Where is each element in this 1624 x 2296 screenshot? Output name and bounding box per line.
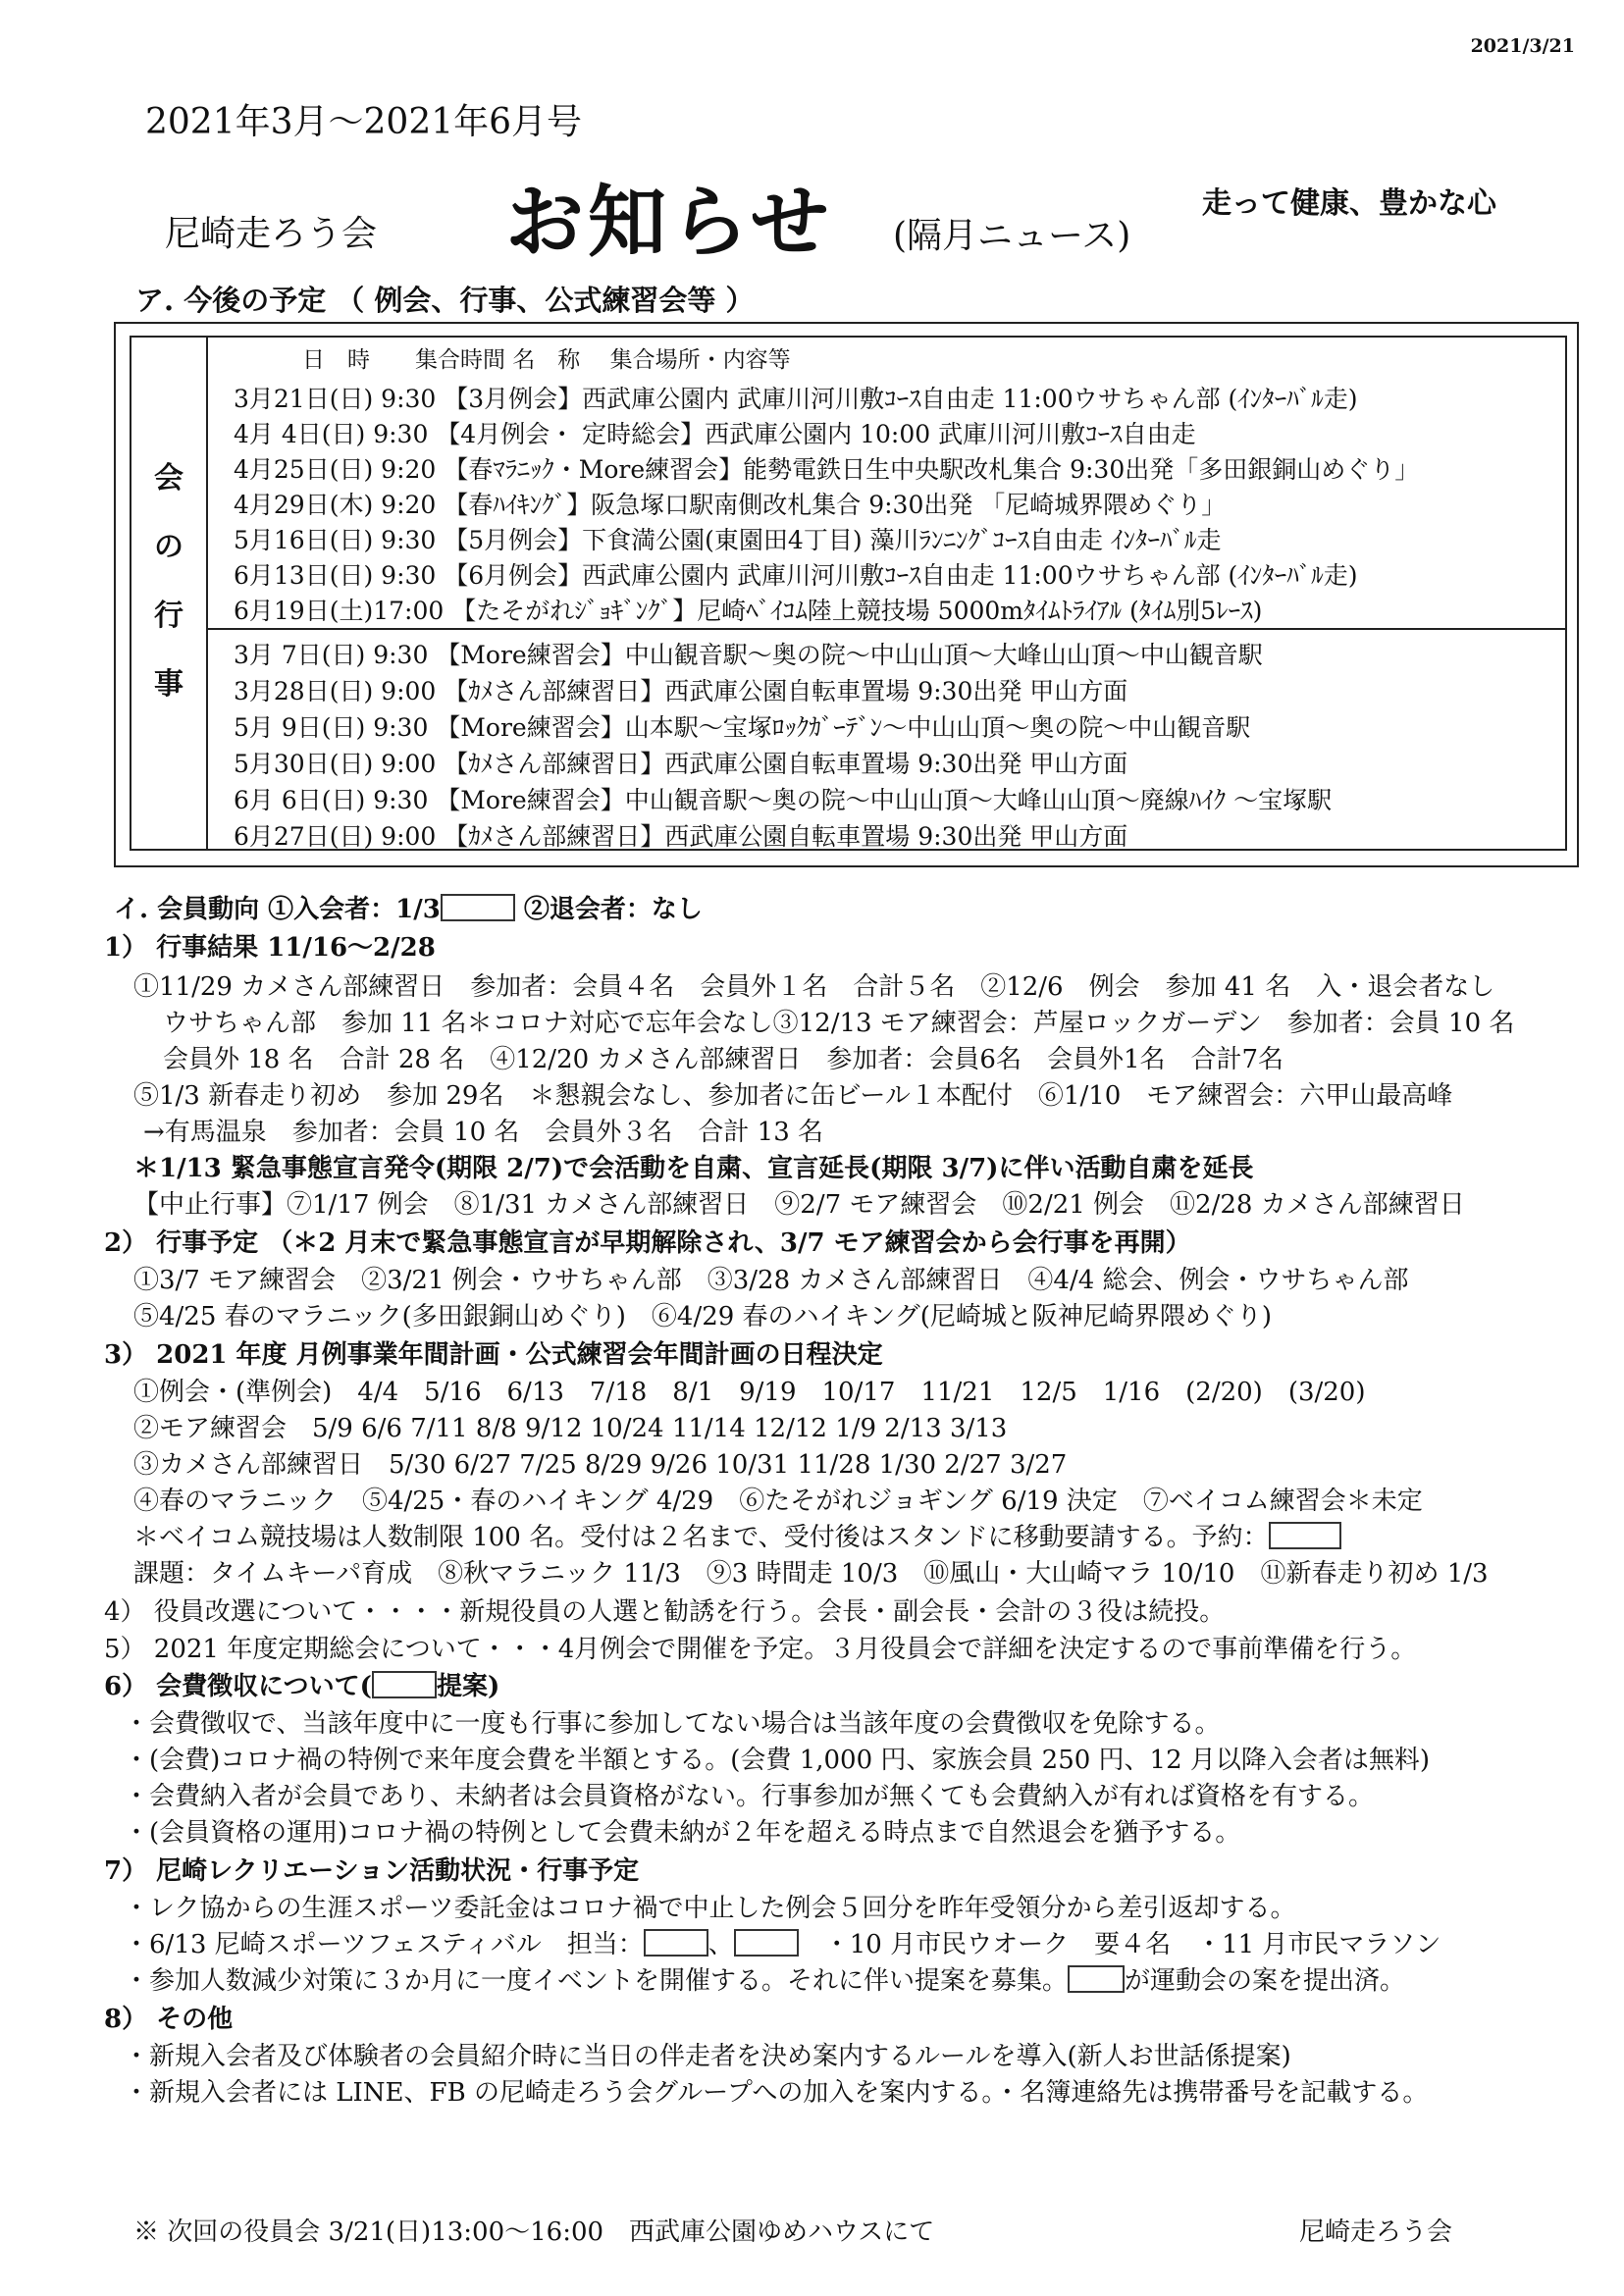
heading-fees: [104, 1666, 499, 1702]
club-name: 尼崎走ろう会: [165, 214, 378, 254]
motto: 走って健康、豊かな心: [1202, 186, 1496, 221]
heading-planned: 2） 行事予定 （＊2 月末で緊急事態宣言が早期解除され、3/7 モア練習会から会行事を再開）: [104, 1228, 1191, 1258]
result-line: ⑤1/3 新春走り初め 参加 29名 ＊懇親会なし、参加者に缶ビール１本配付 ⑥1/10 モア練習会：六甲山最高峰: [133, 1081, 1453, 1111]
event-row: 3月21日(日) 9:30 【3月例会】西武庫公園内 武庫川河川敷ｺｰｽ自由走 11:00ウサちゃん部 (ｲﾝﾀｰﾊﾞﾙ走): [234, 385, 1358, 413]
practice-row: 3月 7日(日) 9:30 【More練習会】中山観音駅～奥の院～中山山頂～大峰山山頂～中山観音駅: [234, 641, 1263, 669]
practice-row: 6月27日(日) 9:00 【ｶﾒさん部練習日】西武庫公園自転車置場 9:30出発 甲山方面: [234, 822, 1128, 851]
practice-row: 5月30日(日) 9:00 【ｶﾒさん部練習日】西武庫公園自転車置場 9:30出発 甲山方面: [234, 750, 1128, 778]
recreation-line-text: ・6/13 尼崎スポーツフェスティバル 担当：: [124, 1930, 644, 1959]
practice-row: 6月 6日(日) 9:30 【More練習会】中山観音駅～奥の院～中山山頂～大峰山山頂～廃線ﾊｲｸ ～宝塚駅: [234, 786, 1333, 814]
plan-line: ④春のマラニック ⑤4/25・春のハイキング 4/29 ⑥たそがれジョギング 6/19 決定 ⑦ベイコム練習会＊未定: [133, 1487, 1423, 1516]
schedule-header: 日 時 集合時間 名 称 集合場所・内容等: [302, 347, 791, 373]
redacted-box: [441, 894, 515, 921]
date-stamp: 2021/3/21: [1470, 35, 1575, 57]
plan-line: ①例会・(準例会) 4/4 5/16 6/13 7/18 8/1 9/19 10/17 11/21 12/5 1/16 (2/20) (3/20): [133, 1378, 1366, 1407]
event-row: 5月16日(日) 9:30 【5月例会】下食満公園(東園田4丁目) 藻川ﾗﾝﾆﾝｸﾞｺｰｽ自由走 ｲﾝﾀｰﾊﾞﾙ走: [234, 526, 1222, 554]
recreation-line: [124, 1924, 1441, 1960]
page-title: お知らせ: [505, 176, 833, 268]
fee-line: ・(会費)コロナ禍の特例で来年度会費を半額とする。(会費 1,000 円、家族会員 250 円、12 月以降入会者は無料): [124, 1746, 1431, 1775]
event-row: 4月29日(木) 9:20 【春ﾊｲｷﾝｸﾞ】阪急塚口駅南側改札集合 9:30出発 「尼崎城界隈めぐり」: [234, 491, 1227, 519]
event-row: 4月 4日(日) 9:30 【4月例会・ 定時総会】西武庫公園内 10:00 武庫川河川敷ｺｰｽ自由走: [234, 420, 1196, 448]
baycom-note: [133, 1517, 1341, 1553]
fee-line: ・会費納入者が会員であり、未納者は会員資格がない。行事参加が無くても会費納入が有れば資格を有する。: [124, 1782, 1375, 1811]
schedule-table: [114, 322, 1579, 867]
redacted-box: [644, 1929, 708, 1957]
members-joined: イ. 会員動向 ①入会者：1/3: [114, 895, 441, 924]
cancelled-events: 【中止行事】⑦1/17 例会 ⑧1/31 カメさん部練習日 ⑨2/7 モア練習会 ⑩2/21 例会 ⑪2/28 カメさん部練習日: [133, 1190, 1465, 1220]
result-line: →有馬温泉 参加者：会員 10 名 会員外３名 合計 13 名: [143, 1118, 824, 1147]
redacted-box: [1068, 1965, 1125, 1993]
emergency-notice: ＊1/13 緊急事態宣言発令(期限 2/7)で会活動を自粛、宣言延長(期限 3/7)に伴い活動自粛を延長: [133, 1154, 1254, 1183]
general-meeting-note: 5） 2021 年度定期総会について・・・4月例会で開催を予定。３月役員会で詳細を決定するので事前準備を行う。: [104, 1635, 1417, 1664]
other-line: ・新規入会者及び体験者の会員紹介時に当日の伴走者を決め案内するルールを導入(新人お世話係提案): [124, 2042, 1291, 2071]
side-label-char: の: [154, 530, 183, 564]
event-row: 6月19日(土)17:00 【たそがれｼﾞｮｷﾞﾝｸﾞ】尼崎ﾍﾞｲｺﾑ陸上競技場 5000mﾀｲﾑﾄﾗｲｱﾙ (ﾀｲﾑ別5ﾚｰｽ): [234, 597, 1263, 625]
section-heading-schedule: ア. 今後の予定 （ 例会、行事、公式練習会等 ）: [135, 284, 755, 317]
planned-line: ①3/7 モア練習会 ②3/21 例会・ウサちゃん部 ③3/28 カメさん部練習日 ④4/4 総会、例会・ウサちゃん部: [133, 1266, 1409, 1295]
redacted-box: [734, 1929, 799, 1957]
heading-other: 8） その他: [104, 2005, 234, 2034]
officers-note: 4） 役員改選について・・・・新規役員の人選と勧誘を行う。会長・副会長・会計の３役は続投。: [104, 1597, 1226, 1627]
fee-line: ・(会員資格の運用)コロナ禍の特例として会費未納が２年を超える時点まで自然退会を猶予する。: [124, 1818, 1241, 1848]
issue-heading: 2021年3月～2021年6月号: [145, 102, 583, 142]
heading-annual-plan: 3） 2021 年度 月例事業年間計画・公式練習会年間計画の日程決定: [104, 1340, 883, 1370]
result-line: ①11/29 カメさん部練習日 参加者：会員４名 会員外１名 合計５名 ②12/6 例会 参加 41 名 入・退会者なし: [133, 972, 1495, 1002]
footer-note: ※ 次回の役員会 3/21(日)13:00～16:00 西武庫公園ゆめハウスにて: [133, 2218, 935, 2247]
heading-results: 1） 行事結果 11/16～2/28: [104, 933, 436, 963]
redacted-box: [372, 1671, 437, 1698]
redacted-box: [1269, 1522, 1341, 1549]
practice-row: 3月28日(日) 9:00 【ｶﾒさん部練習日】西武庫公園自転車置場 9:30出発 甲山方面: [234, 677, 1128, 705]
result-line: ウサちゃん部 参加 11 名＊コロナ対応で忘年会なし③12/13 モア練習会：芦屋ロックガーデン 参加者：会員 10 名: [163, 1009, 1515, 1038]
other-line: ・新規入会者には LINE、FB の尼崎走ろう会グループへの加入を案内する。・名簿連絡先は携帯番号を記載する。: [124, 2078, 1429, 2108]
recreation-line: [124, 1960, 1405, 1997]
members-left: ②退会者：なし: [514, 895, 703, 924]
event-row: 6月13日(日) 9:30 【6月例会】西武庫公園内 武庫川河川敷ｺｰｽ自由走 11:00ウサちゃん部 (ｲﾝﾀｰﾊﾞﾙ走): [234, 561, 1358, 590]
baycom-note-text: ＊ベイコム競技場は人数制限 100 名。受付は２名まで、受付後はスタンドに移動要請する。予約：: [133, 1523, 1269, 1552]
side-label-char: 会: [154, 461, 183, 496]
side-label-char: 行: [154, 599, 183, 633]
members-line: [114, 889, 703, 925]
heading-fees-suffix: 提案): [436, 1672, 500, 1701]
footer-org: 尼崎走ろう会: [1298, 2218, 1452, 2247]
heading-fees-text: 6） 会費徴収について(: [104, 1672, 372, 1701]
fee-line: ・会費徴収で、当該年度中に一度も行事に参加してない場合は当該年度の会費徴収を免除する。: [124, 1709, 1221, 1739]
event-row: 4月25日(日) 9:20 【春ﾏﾗﾆｯｸ・More練習会】能勢電鉄日生中央駅改札集合 9:30出発「多田銀銅山めぐり」: [234, 455, 1420, 484]
schedule-side-label: [130, 336, 208, 851]
result-line: 会員外 18 名 合計 28 名 ④12/20 カメさん部練習日 参加者：会員6名 会員外1名 合計7名: [163, 1045, 1284, 1074]
recreation-line-rest: ・10 月市民ウオーク 要４名 ・11 月市民マラソン: [798, 1930, 1441, 1959]
recreation-line-text: ・参加人数減少対策に３か月に一度イベントを開催する。それに伴い提案を募集。: [124, 1966, 1069, 1996]
schedule-divider: [208, 628, 1567, 630]
plan-line: ②モア練習会 5/9 6/6 7/11 8/8 9/12 10/24 11/14 12/12 1/9 2/13 3/13: [133, 1414, 1008, 1443]
side-label-char: 事: [154, 667, 183, 702]
page-subtitle: (隔月ニュース): [893, 216, 1131, 256]
heading-recreation: 7） 尼崎レクリエーション活動状況・行事予定: [104, 1856, 640, 1886]
plan-line: 課題：タイムキーパ育成 ⑧秋マラニック 11/3 ⑨3 時間走 10/3 ⑩風山・大山崎マラ 10/10 ⑪新春走り初め 1/3: [133, 1559, 1489, 1589]
practice-row: 5月 9日(日) 9:30 【More練習会】山本駅～宝塚ﾛｯｸｶﾞｰﾃﾞﾝ～中山山頂～奥の院～中山観音駅: [234, 713, 1251, 742]
plan-line: ③カメさん部練習日 5/30 6/27 7/25 8/29 9/26 10/31 11/28 1/30 2/27 3/27: [133, 1450, 1068, 1480]
recreation-line-rest: が運動会の案を提出済。: [1125, 1966, 1406, 1996]
recreation-line-sep: 、: [707, 1930, 734, 1959]
recreation-line: ・レク協からの生涯スポーツ委託金はコロナ禍で中止した例会５回分を昨年受領分から差引返却する。: [124, 1894, 1296, 1923]
planned-line: ⑤4/25 春のマラニック(多田銀銅山めぐり) ⑥4/29 春のハイキング(尼崎城と阪神尼崎界隈めぐり): [133, 1302, 1273, 1331]
